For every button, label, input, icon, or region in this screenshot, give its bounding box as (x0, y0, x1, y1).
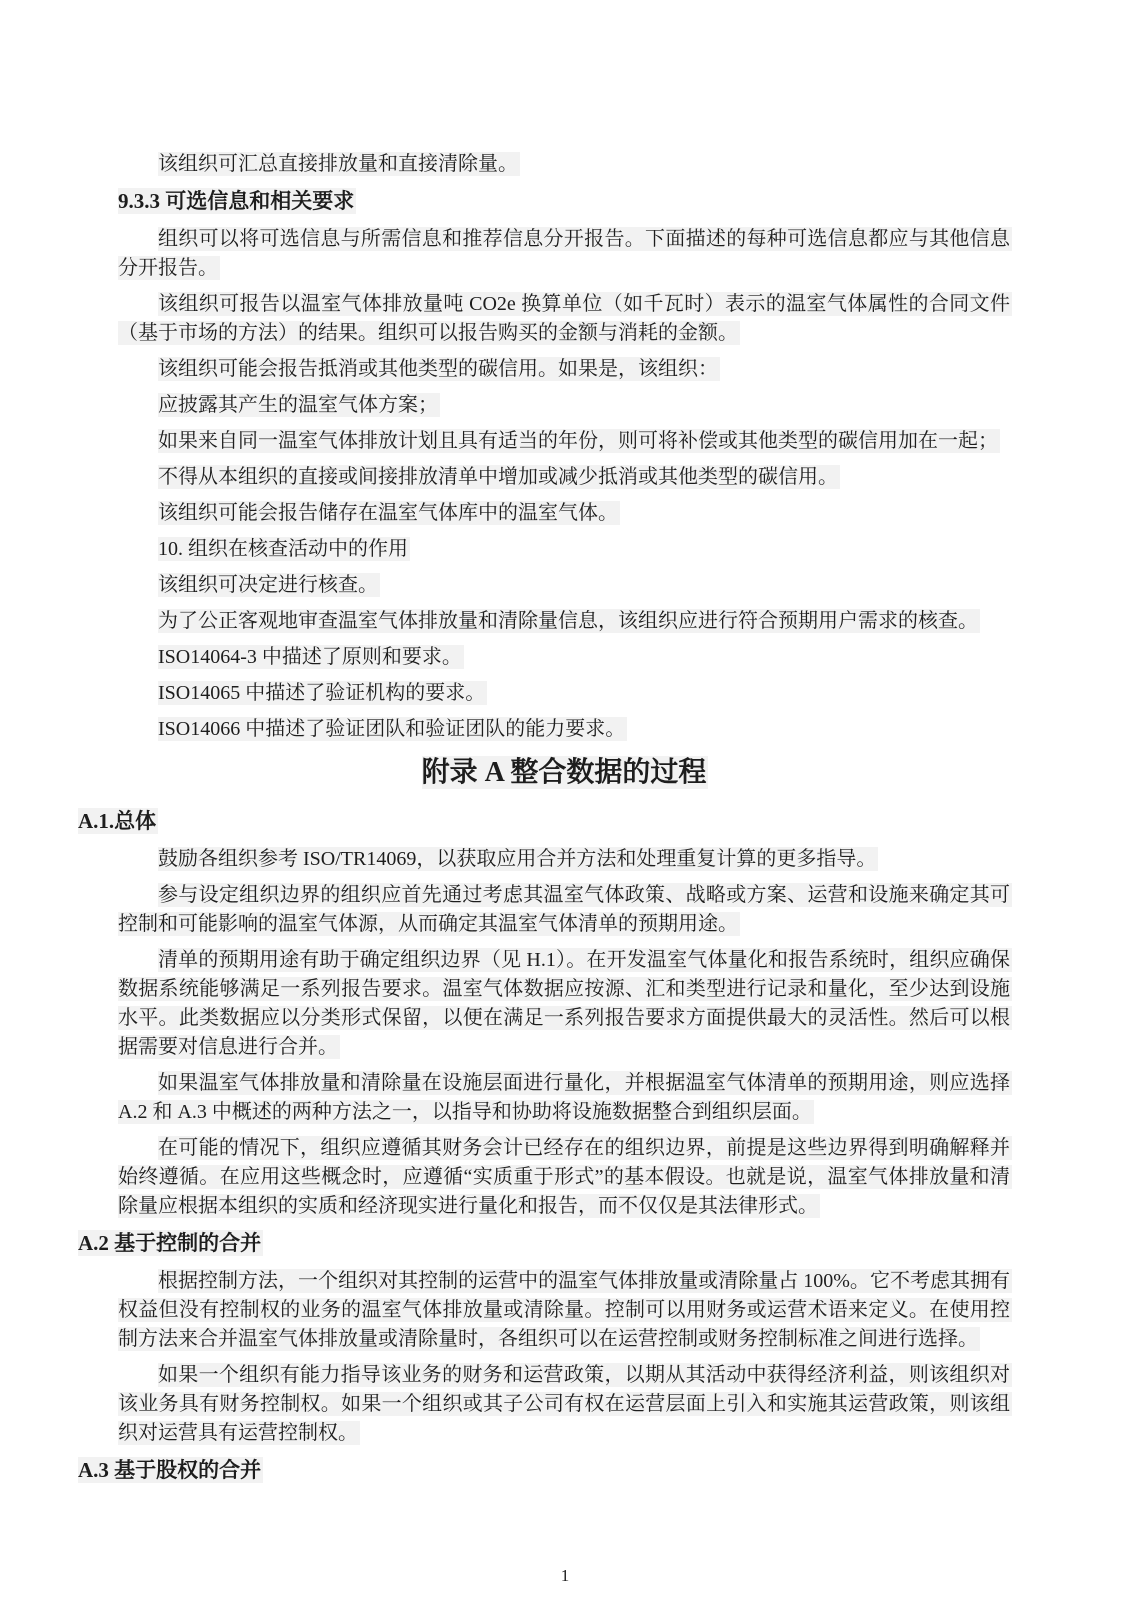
paragraph-text: 该组织可报告以温室气体排放量吨 CO2e 换算单位（如千瓦时）表示的温室气体属性的合同文件（基于市场的方法）的结果。组织可以报告购买的金额与消耗的金额。 (118, 293, 1010, 344)
paragraph-text: 如果一个组织有能力指导该业务的财务和运营政策，以期从其活动中获得经济利益，则该组织对该业务具有财务控制权。如果一个组织或其子公司有权在运营层面上引入和实施其运营政策，则该组织对运营具有运营控制权。 (118, 1364, 1010, 1444)
paragraph (118, 290, 1012, 348)
paragraph-text: 该组织可决定进行核查。 (158, 574, 378, 596)
paragraph-text: 根据控制方法，一个组织对其控制的运营中的温室气体排放量或清除量占 100%。它不考虑其拥有权益但没有控制权的业务的温室气体排放量或清除量。控制可以用财务或运营术语来定义。在使用控制方法来合并温室气体排放量或清除量时，各组织可以在运营控制或财务控制标准之间进行选择。 (118, 1270, 1010, 1350)
paragraph (118, 427, 1012, 456)
section-heading-a3 (78, 1455, 1012, 1485)
paragraph (118, 391, 1012, 420)
paragraph (118, 150, 1012, 179)
paragraph-text: 不得从本组织的直接或间接排放清单中增加或减少抵消或其他类型的碳信用。 (158, 466, 838, 488)
paragraph-text: 鼓励各组织参考 ISO/TR14069，以获取应用合并方法和处理重复计算的更多指导。 (158, 848, 877, 870)
paragraph-text: ISO14066 中描述了验证团队和验证团队的能力要求。 (158, 718, 626, 740)
paragraph-text: ISO14064-3 中描述了原则和要求。 (158, 646, 462, 668)
heading-text: 附录 A 整合数据的过程 (421, 757, 707, 788)
heading-text: 9.3.3 可选信息和相关要求 (118, 189, 355, 213)
paragraph-text: 该组织可能会报告抵消或其他类型的碳信用。如果是，该组织： (158, 358, 718, 380)
heading-text: A.3 基于股权的合并 (78, 1458, 262, 1482)
paragraph-text: 清单的预期用途有助于确定组织边界（见 H.1）。在开发温室气体量化和报告系统时，组织应确保数据系统能够满足一系列报告要求。温室气体数据应按源、汇和类型进行记录和量化，至少达到设施水平。此类数据应以分类形式保留，以便在满足一系列报告要求方面提供最大的灵活性。然后可以根据需要对信息进行合并。 (118, 949, 1010, 1058)
paragraph-text: 应披露其产生的温室气体方案； (158, 394, 438, 416)
section-heading-a2 (78, 1228, 1012, 1258)
paragraph (118, 715, 1012, 744)
paragraph (118, 881, 1012, 939)
paragraph-text: 为了公正客观地审查温室气体排放量和清除量信息，该组织应进行符合预期用户需求的核查。 (158, 610, 978, 632)
paragraph-text: 在可能的情况下，组织应遵循其财务会计已经存在的组织边界，前提是这些边界得到明确解释并始终遵循。在应用这些概念时，应遵循“实质重于形式”的基本假设。也就是说，温室气体排放量和清除量应根据本组织的实质和经济现实进行量化和报告，而不仅仅是其法律形式。 (118, 1137, 1010, 1217)
paragraph-text: 如果温室气体排放量和清除量在设施层面进行量化，并根据温室气体清单的预期用途，则应选择 A.2 和 A.3 中概述的两种方法之一，以指导和协助将设施数据整合到组织层面。 (118, 1072, 1010, 1123)
heading-text: A.2 基于控制的合并 (78, 1231, 262, 1255)
paragraph (118, 1267, 1012, 1354)
paragraph-text: ISO14065 中描述了验证机构的要求。 (158, 682, 486, 704)
paragraph (118, 1134, 1012, 1221)
annex-a-title (118, 752, 1012, 794)
page-number: 1 (560, 1566, 570, 1585)
paragraph-text: 组织可以将可选信息与所需信息和推荐信息分开报告。下面描述的每种可选信息都应与其他信息分开报告。 (118, 228, 1010, 279)
paragraph-text: 该组织可汇总直接排放量和直接清除量。 (158, 153, 518, 175)
paragraph (118, 643, 1012, 672)
section-heading-a1 (78, 806, 1012, 836)
paragraph-section-10-title (118, 535, 1012, 564)
paragraph (118, 845, 1012, 874)
paragraph (118, 571, 1012, 600)
paragraph-text: 如果来自同一温室气体排放计划且具有适当的年份，则可将补偿或其他类型的碳信用加在一起； (158, 430, 998, 452)
paragraph (118, 463, 1012, 492)
paragraph (118, 355, 1012, 384)
paragraph (118, 225, 1012, 283)
paragraph (118, 946, 1012, 1062)
paragraph-text: 参与设定组织边界的组织应首先通过考虑其温室气体政策、战略或方案、运营和设施来确定其可控制和可能影响的温室气体源，从而确定其温室气体清单的预期用途。 (118, 884, 1010, 935)
paragraph (118, 679, 1012, 708)
heading-text: A.1.总体 (78, 809, 157, 833)
paragraph-text: 该组织可能会报告储存在温室气体库中的温室气体。 (158, 502, 618, 524)
paragraph (118, 607, 1012, 636)
paragraph-text: 10. 组织在核查活动中的作用 (158, 538, 408, 560)
section-heading-9-3-3 (118, 186, 1012, 216)
page-footer (0, 1566, 1130, 1586)
paragraph (118, 1361, 1012, 1448)
paragraph (118, 1069, 1012, 1127)
paragraph (118, 499, 1012, 528)
